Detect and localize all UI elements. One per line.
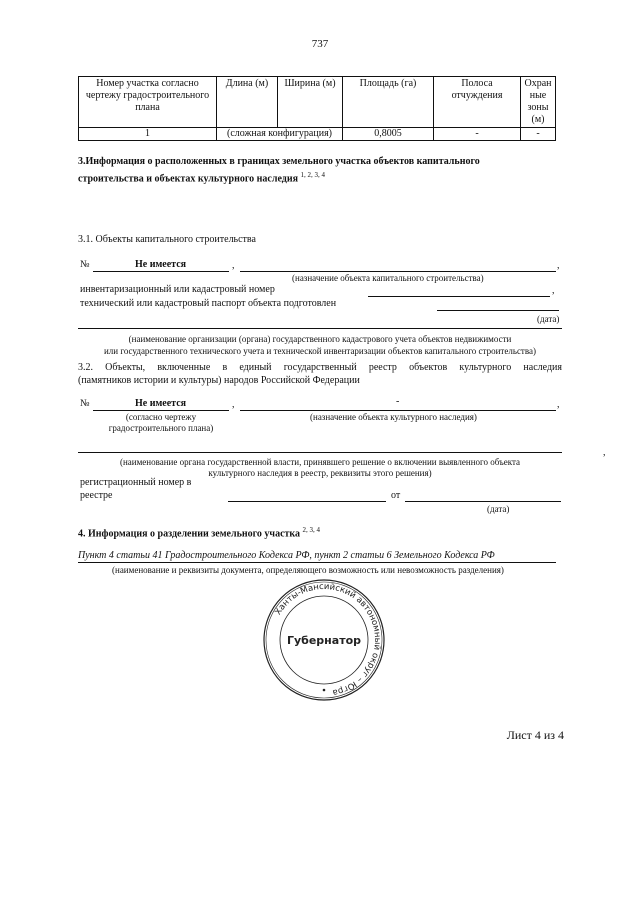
- section3-footnote-ref: 1, 2, 3, 4: [300, 171, 326, 179]
- section32-from-date-line: [405, 501, 561, 502]
- col-width: Ширина (м): [278, 77, 343, 128]
- section32-drawing-caption-line2: градостроительного плана): [108, 423, 214, 433]
- section31-passport-date-line: [437, 310, 559, 311]
- table-header-row: [79, 77, 556, 128]
- cell-dimensions: (сложная конфигурация): [217, 128, 343, 141]
- section32-no-label: №: [80, 398, 90, 409]
- page-number: 737: [311, 38, 329, 50]
- sheet-counter: Лист 4 из 4: [506, 728, 564, 742]
- col-zones: Охран ные зоны (м): [521, 77, 556, 128]
- section31-org-line: [78, 328, 562, 329]
- section31-org-caption-line2: или государственного технического учета и технической инвентаризации объектов капитального строительства): [103, 346, 536, 356]
- section32-drawing-caption-line1: (согласно чертежу: [125, 412, 197, 422]
- section32-title-line1: 3.2. Объекты, включенные в единый государственный реестр объектов культурного наследия: [78, 362, 562, 373]
- section31-inventory-line: [368, 296, 550, 297]
- col-length: Длина (м): [217, 77, 278, 128]
- section4-footnote-ref: 2, 3, 4: [302, 526, 321, 534]
- section31-no-label: №: [80, 259, 90, 270]
- section31-inventory-label: инвентаризационный или кадастровый номер: [80, 284, 275, 295]
- col-area: Площадь (га): [343, 77, 434, 128]
- section31-passport-label: технический или кадастровый паспорт объекта подготовлен: [80, 298, 337, 309]
- table-row: [79, 128, 556, 141]
- seal-ring-text: Ханты-Мансийский автономный округ – Югра: [273, 581, 383, 698]
- cell-area: 0,8005: [343, 128, 434, 141]
- col-plot-number: Номер участка согласно чертежу градостроительного плана: [79, 77, 217, 128]
- stray-mark: ,: [603, 447, 606, 458]
- section31-purpose-caption: (назначение объекта капитального строительства): [292, 273, 484, 283]
- section31-no-line: [93, 271, 229, 272]
- section32-from-label: от: [391, 490, 401, 501]
- section4-caption: (наименование и реквизиты документа, определяющего возможность или невозможность разделения): [112, 565, 504, 575]
- section32-reg-label-line1: регистрационный номер в: [80, 477, 192, 488]
- section32-authority-caption-line1: (наименование органа государственной власти, принявшего решение о включении выявленного объекта: [119, 457, 521, 467]
- section31-no-value: Не имеется: [135, 259, 187, 270]
- cell-strip: -: [434, 128, 521, 141]
- section31-comma1: ,: [232, 260, 235, 271]
- section32-no-value: Не имеется: [135, 398, 187, 409]
- section32-comma2: ,: [557, 399, 560, 410]
- section31-comma3: ,: [552, 285, 555, 296]
- section32-reg-number-line: [228, 501, 386, 502]
- col-strip: Полоса отчуждения: [434, 77, 521, 128]
- section31-title: 3.1. Объекты капитального строительства: [78, 234, 256, 245]
- section32-authority-line: [78, 452, 562, 453]
- section32-reg-label-line2: реестре: [80, 490, 113, 501]
- section32-title-line2: (памятников истории и культуры) народов Российской Федерации: [78, 375, 360, 386]
- section4-title: 4. Информация о разделении земельного участка $^{2, 3, 4}$: [78, 526, 321, 540]
- plot-table: [78, 76, 556, 141]
- section32-date-caption: (дата): [487, 504, 510, 514]
- section32-authority-caption-line2: культурного наследия в реестр, реквизиты этого решения): [208, 468, 432, 478]
- section32-purpose-caption: (назначение объекта культурного наследия): [310, 412, 477, 422]
- seal-graphic: [262, 578, 386, 702]
- section31-date-caption: (дата): [537, 314, 560, 324]
- official-seal: [262, 578, 386, 702]
- section31-purpose-line: [240, 271, 556, 272]
- section3-title-line2: строительства и объектах культурного наследия $^{1, 2, 3, 4}$: [78, 171, 326, 185]
- section32-comma1: ,: [232, 399, 235, 410]
- section31-org-caption-line1: (наименование организации (органа) государственного кадастрового учета объектов недвижимости: [128, 334, 512, 344]
- cell-zones: -: [521, 128, 556, 141]
- section4-document: Пункт 4 статьи 41 Градостроительного Кодекса РФ, пункт 2 статьи 6 Земельного Кодекса РФ: [78, 550, 495, 561]
- section4-document-line: [78, 562, 556, 563]
- section32-dash: -: [396, 396, 400, 407]
- cell-plot-number: 1: [79, 128, 217, 141]
- section32-purpose-line: [240, 410, 556, 411]
- seal-center-text: Губернатор: [286, 634, 362, 647]
- section32-no-line: [93, 410, 229, 411]
- section3-title-line1: 3.Информация о расположенных в границах земельного участка объектов капитального: [78, 156, 480, 167]
- section31-comma2: ,: [557, 260, 560, 271]
